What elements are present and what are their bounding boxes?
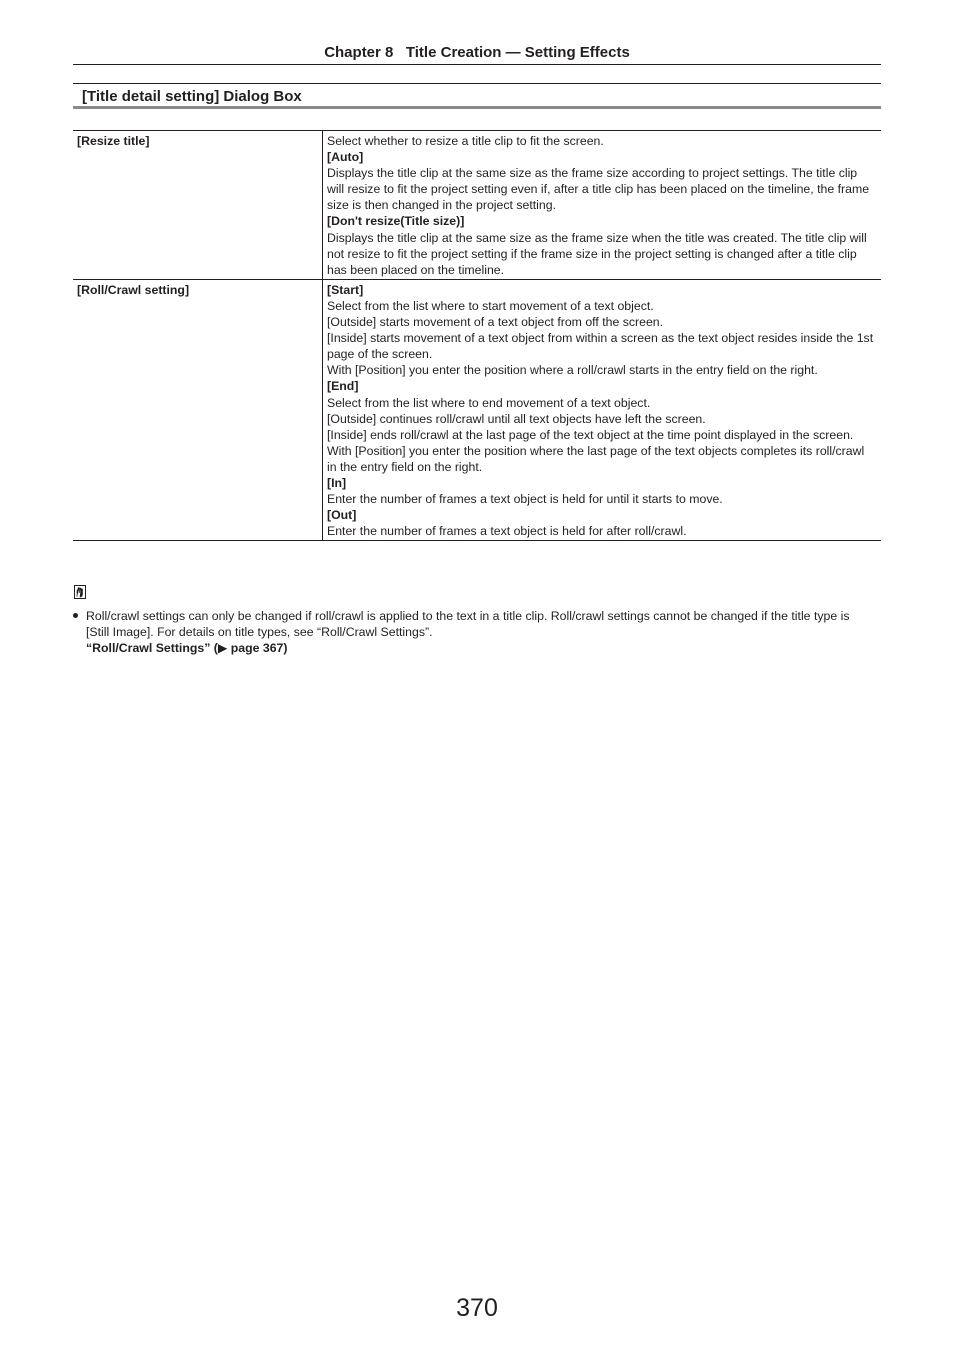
setting-description xyxy=(323,131,882,280)
description-text: [Outside] starts movement of a text object from off the screen. xyxy=(327,315,664,330)
description-text: [Outside] continues roll/crawl until all text objects have left the screen. xyxy=(327,411,706,426)
settings-table xyxy=(73,130,881,541)
description-text: [Inside] ends roll/crawl at the last page of the text object at the time point displayed in the screen. xyxy=(327,427,854,442)
page-reference-link[interactable] xyxy=(86,640,876,656)
description-text: Displays the title clip at the same size as the frame size according to project settings. The title clip will resize to fit the project setting even if, after a title clip has been placed on the timeline, the frame size is then changed in the project setting. xyxy=(327,166,870,213)
chapter-header xyxy=(73,44,881,65)
description-text: With [Position] you enter the position where a roll/crawl starts in the entry field on the right. xyxy=(327,363,818,378)
section-heading xyxy=(73,83,881,109)
section-title: [Title detail setting] Dialog Box xyxy=(82,88,302,105)
option-heading: [Auto] xyxy=(327,150,364,165)
description-text: Select from the list where to start movement of a text object. xyxy=(327,298,654,313)
option-heading: [Start] xyxy=(327,282,364,297)
description-text: With [Position] you enter the position where the last page of the text objects completes its roll/crawl in the entry field on the right. xyxy=(327,443,865,474)
option-heading: [In] xyxy=(327,475,347,490)
play-arrow-icon: ▶ xyxy=(217,641,228,656)
setting-description xyxy=(323,279,882,541)
description-text: Select whether to resize a title clip to fit the screen. xyxy=(327,134,604,148)
table-row xyxy=(73,279,881,541)
setting-name: [Resize title] xyxy=(73,131,323,280)
description-text: [Inside] starts movement of a text object from within a screen as the text object resides inside the 1st page of the screen. xyxy=(327,331,874,362)
description-text: Enter the number of frames a text object is held for after roll/crawl. xyxy=(327,524,687,539)
page-number: 370 xyxy=(456,1294,498,1322)
note-text: Roll/crawl settings can only be changed if roll/crawl is applied to the text in a title clip. Roll/crawl settings cannot be changed if the title type is [Still Image]. For details on title types, see “Roll/Crawl Settings”. xyxy=(86,609,850,640)
description-text: Displays the title clip at the same size as the frame size when the title was created. The title clip will not resize to fit the project setting if the frame size in the project setting is changed after a title clip has been placed on the timeline. xyxy=(327,230,867,277)
option-heading: [Out] xyxy=(327,508,357,523)
description-text: Select from the list where to end movement of a text object. xyxy=(327,395,651,410)
option-heading: [Don't resize(Title size)] xyxy=(327,214,465,229)
link-suffix: page 367) xyxy=(227,641,288,656)
note-block xyxy=(86,608,876,656)
memo-icon xyxy=(74,585,86,599)
setting-name: [Roll/Crawl setting] xyxy=(73,279,323,541)
bullet-icon xyxy=(73,613,78,618)
table-row xyxy=(73,131,881,280)
description-text: Enter the number of frames a text object is held for until it starts to move. xyxy=(327,492,723,507)
option-heading: [End] xyxy=(327,379,359,394)
link-prefix: “Roll/Crawl Settings” ( xyxy=(86,641,218,656)
chapter-title: Chapter 8 Title Creation — Setting Effects xyxy=(324,44,630,61)
